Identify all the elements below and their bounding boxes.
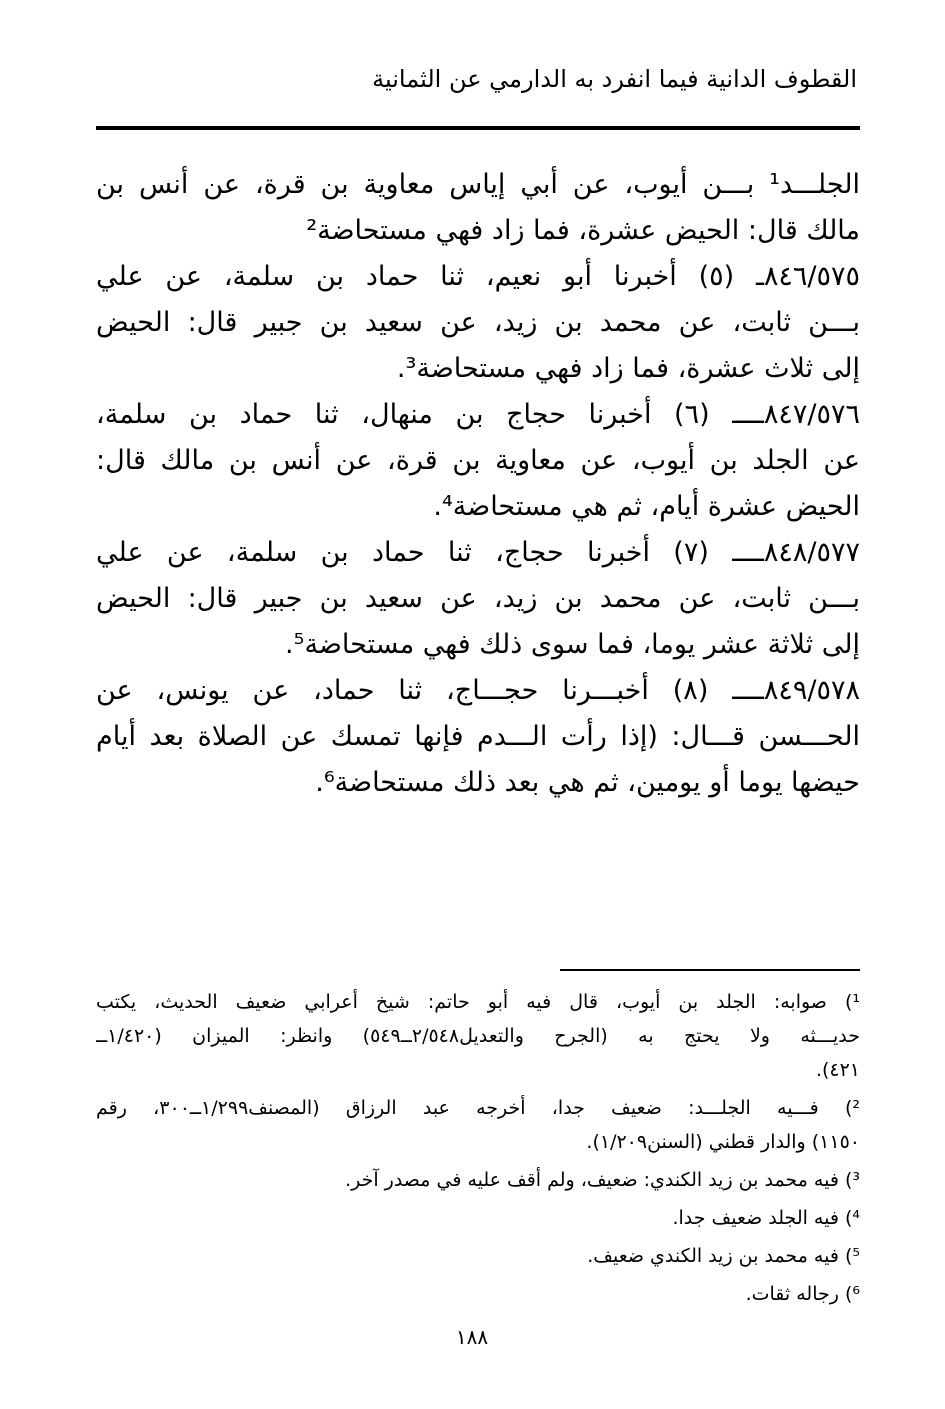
footnote-line: ²) فـــيه الجلـــد: ضعيف جدا، أخرجه عبد الرزاق (المصنف١/٢٩٩ــ٣٠٠، رقم [96,1097,860,1119]
footnote-item [96,1277,860,1311]
footnote-line: ³) فيه محمد بن زيد الكندي: ضعيف، ولم أقف عليه في مصدر آخر. [345,1169,860,1191]
footnote-line: ⁴) فيه الجلد ضعيف جدا. [672,1207,860,1229]
text-line: ٨٤٩/٥٧٨ــــ (٨) أخبـــرنا حجـــاج، ثنا حماد، عن يونس، عن [96,675,860,706]
footnote-line: ¹) صوابه: الجلد بن أيوب، قال فيه أبو حاتم: شيخ أعرابي ضعيف الحديث، يكتب [96,991,860,1013]
footnote-gap [96,1311,860,1315]
page-number: ١٨٨ [455,1325,489,1349]
text-line: الحـــسن قـــال: (إذا رأت الـــدم فإنها تمسك عن الصلاة بعد أيام [96,721,860,752]
footnote-item [96,1201,860,1235]
text-line: الجلـــد¹ بـــن أيوب، عن أبي إياس معاوية بن قرة، عن أنس بن [96,169,860,200]
text-line: الحيض عشرة أيام، ثم هي مستحاضة⁴. [433,491,860,522]
footnote-line: ⁵) فيه محمد بن زيد الكندي ضعيف. [587,1245,860,1267]
footnote-item [96,1163,860,1197]
footnotes [96,985,860,1315]
running-header: القطوف الدانية فيما انفرد به الدارمي عن الثمانية [372,65,857,93]
text-line: حيضها يوما أو يومين، ثم هي بعد ذلك مستحاضة⁶. [315,767,860,798]
footnote-line: حديـــثه ولا يحتج به (الجرح والتعديل٢/٥٤٨ــ٥٤٩) وانظر: الميزان (١/٤٢٠ــ [96,1025,860,1047]
footnote-item [96,985,860,1087]
text-line: ٨٤٧/٥٧٦ــــ (٦) أخبرنا حجاج بن منهال، ثنا حماد بن سلمة، [96,399,860,430]
footnote-line: ١١٥٠) والدار قطني (السنن١/٢٠٩). [586,1131,860,1153]
text-line: بـــن ثابت، عن محمد بن زيد، عن سعيد بن جبير قال: الحيض [96,307,860,338]
text-line: بـــن ثابت، عن محمد بن زيد، عن سعيد بن جبير قال: الحيض [96,583,860,614]
footnote-line: ⁶) رجاله ثقات. [745,1283,860,1305]
text-line: إلى ثلاث عشرة، فما زاد فهي مستحاضة³. [396,353,860,384]
footnote-item [96,1239,860,1273]
main-text [96,162,860,806]
footnote-item [96,1091,860,1159]
text-line: عن الجلد بن أيوب، عن معاوية بن قرة، عن أنس بن مالك قال: [96,445,860,476]
text-line: ٨٤٦/٥٧٥ـ (٥) أخبرنا أبو نعيم، ثنا حماد بن سلمة، عن علي [96,261,860,292]
text-line: إلى ثلاثة عشر يوما، فما سوى ذلك فهي مستحاضة⁵. [285,629,860,660]
text-line: مالك قال: الحيض عشرة، فما زاد فهي مستحاضة² [306,215,860,246]
footnote-separator [560,969,860,971]
header-rule [96,126,860,130]
footnote-line: ٤٢١). [815,1059,860,1081]
text-line: ٨٤٨/٥٧٧ــــ (٧) أخبرنا حجاج، ثنا حماد بن سلمة، عن علي [96,537,860,568]
